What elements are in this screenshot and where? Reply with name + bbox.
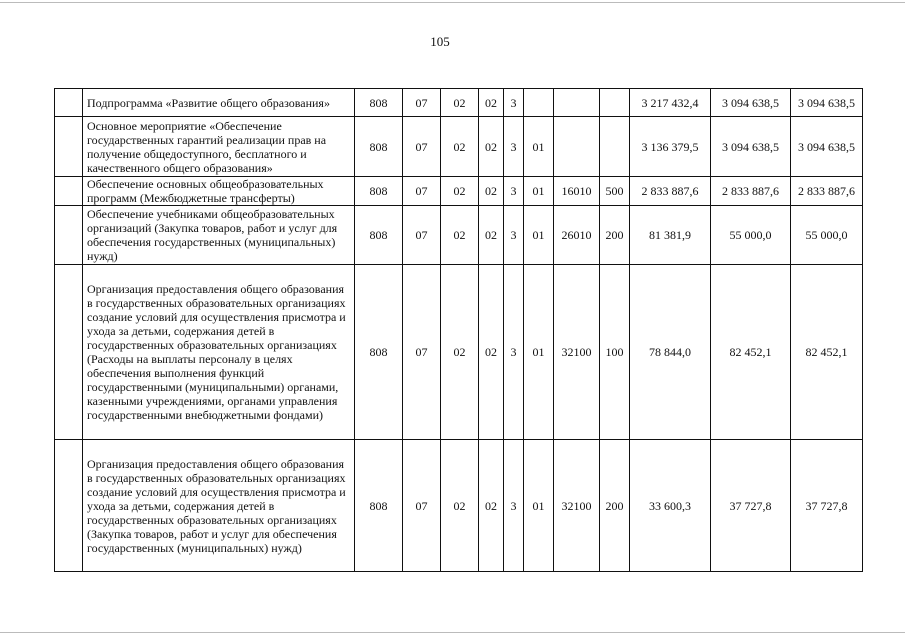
expense-type-code: 200 xyxy=(600,440,630,572)
row-name: Основное мероприятие «Обеспечение государственных гарантий реализации прав на получение общедоступного, бесплатного и качественного общего образования» xyxy=(83,117,355,177)
event-code: 01 xyxy=(524,265,554,440)
subprogram-code: 3 xyxy=(504,89,524,117)
program-code: 02 xyxy=(479,117,504,177)
sum-year-2: 2 833 887,6 xyxy=(711,177,791,206)
section-code: 07 xyxy=(403,177,441,206)
direction-code: 32100 xyxy=(554,265,600,440)
sum-year-2: 37 727,8 xyxy=(711,440,791,572)
event-code xyxy=(524,89,554,117)
sum-year-1: 2 833 887,6 xyxy=(630,177,711,206)
budget-table xyxy=(54,88,863,572)
sum-year-1: 3 217 432,4 xyxy=(630,89,711,117)
sum-year-1: 33 600,3 xyxy=(630,440,711,572)
table-row xyxy=(55,265,863,440)
subprogram-code: 3 xyxy=(504,177,524,206)
sum-year-3: 3 094 638,5 xyxy=(791,89,863,117)
program-code: 02 xyxy=(479,177,504,206)
sum-year-2: 3 094 638,5 xyxy=(711,89,791,117)
direction-code xyxy=(554,117,600,177)
ministry-code: 808 xyxy=(355,177,403,206)
row-number-cell xyxy=(55,117,83,177)
sum-year-3: 82 452,1 xyxy=(791,265,863,440)
subsection-code: 02 xyxy=(441,265,479,440)
section-code: 07 xyxy=(403,89,441,117)
section-code: 07 xyxy=(403,206,441,265)
event-code: 01 xyxy=(524,206,554,265)
ministry-code: 808 xyxy=(355,89,403,117)
row-name: Обеспечение учебниками общеобразовательных организаций (Закупка товаров, работ и услуг для обеспечения государственных (муниципальных) нужд) xyxy=(83,206,355,265)
subprogram-code: 3 xyxy=(504,117,524,177)
subsection-code: 02 xyxy=(441,89,479,117)
row-number-cell xyxy=(55,265,83,440)
sum-year-3: 55 000,0 xyxy=(791,206,863,265)
expense-type-code xyxy=(600,89,630,117)
row-number-cell xyxy=(55,206,83,265)
row-name: Подпрограмма «Развитие общего образования» xyxy=(83,89,355,117)
direction-code: 32100 xyxy=(554,440,600,572)
expense-type-code: 100 xyxy=(600,265,630,440)
sum-year-3: 37 727,8 xyxy=(791,440,863,572)
table-row xyxy=(55,177,863,206)
direction-code: 26010 xyxy=(554,206,600,265)
sum-year-1: 78 844,0 xyxy=(630,265,711,440)
row-name: Обеспечение основных общеобразовательных программ (Межбюджетные трансферты) xyxy=(83,177,355,206)
row-name: Организация предоставления общего образования в государственных образовательных организациях создание условий для осуществления присмотра и ухода за детьми, содержания детей в государственных образовательных организациях (Закупка товаров, работ и услуг для обеспечения государственных (муниципальных) нужд) xyxy=(83,440,355,572)
program-code: 02 xyxy=(479,265,504,440)
event-code: 01 xyxy=(524,440,554,572)
section-code: 07 xyxy=(403,265,441,440)
event-code: 01 xyxy=(524,117,554,177)
program-code: 02 xyxy=(479,89,504,117)
sum-year-1: 81 381,9 xyxy=(630,206,711,265)
sum-year-3: 3 094 638,5 xyxy=(791,117,863,177)
section-code: 07 xyxy=(403,117,441,177)
subprogram-code: 3 xyxy=(504,440,524,572)
scan-top-edge xyxy=(0,2,905,3)
ministry-code: 808 xyxy=(355,440,403,572)
section-code: 07 xyxy=(403,440,441,572)
direction-code: 16010 xyxy=(554,177,600,206)
expense-type-code: 200 xyxy=(600,206,630,265)
row-number-cell xyxy=(55,177,83,206)
expense-type-code xyxy=(600,117,630,177)
sum-year-2: 3 094 638,5 xyxy=(711,117,791,177)
sum-year-2: 82 452,1 xyxy=(711,265,791,440)
row-number-cell xyxy=(55,89,83,117)
row-name: Организация предоставления общего образования в государственных образовательных организациях создание условий для осуществления присмотра и ухода за детьми, содержания детей в государственных образовательных организациях (Расходы на выплаты персоналу в целях обеспечения выполнения функций государственными (муниципальными) органами, казенными учреждениями, органами управления государственными внебюджетными фондами) xyxy=(83,265,355,440)
table-row xyxy=(55,206,863,265)
program-code: 02 xyxy=(479,206,504,265)
subprogram-code: 3 xyxy=(504,265,524,440)
subsection-code: 02 xyxy=(441,177,479,206)
subsection-code: 02 xyxy=(441,117,479,177)
sum-year-1: 3 136 379,5 xyxy=(630,117,711,177)
row-number-cell xyxy=(55,440,83,572)
page-number: 105 xyxy=(430,34,450,49)
table-row xyxy=(55,89,863,117)
event-code: 01 xyxy=(524,177,554,206)
subprogram-code: 3 xyxy=(504,206,524,265)
expense-type-code: 500 xyxy=(600,177,630,206)
ministry-code: 808 xyxy=(355,265,403,440)
table-row xyxy=(55,117,863,177)
ministry-code: 808 xyxy=(355,206,403,265)
ministry-code: 808 xyxy=(355,117,403,177)
sum-year-2: 55 000,0 xyxy=(711,206,791,265)
subsection-code: 02 xyxy=(441,440,479,572)
sum-year-3: 2 833 887,6 xyxy=(791,177,863,206)
program-code: 02 xyxy=(479,440,504,572)
scan-bottom-edge xyxy=(0,632,905,633)
table-row xyxy=(55,440,863,572)
subsection-code: 02 xyxy=(441,206,479,265)
direction-code xyxy=(554,89,600,117)
